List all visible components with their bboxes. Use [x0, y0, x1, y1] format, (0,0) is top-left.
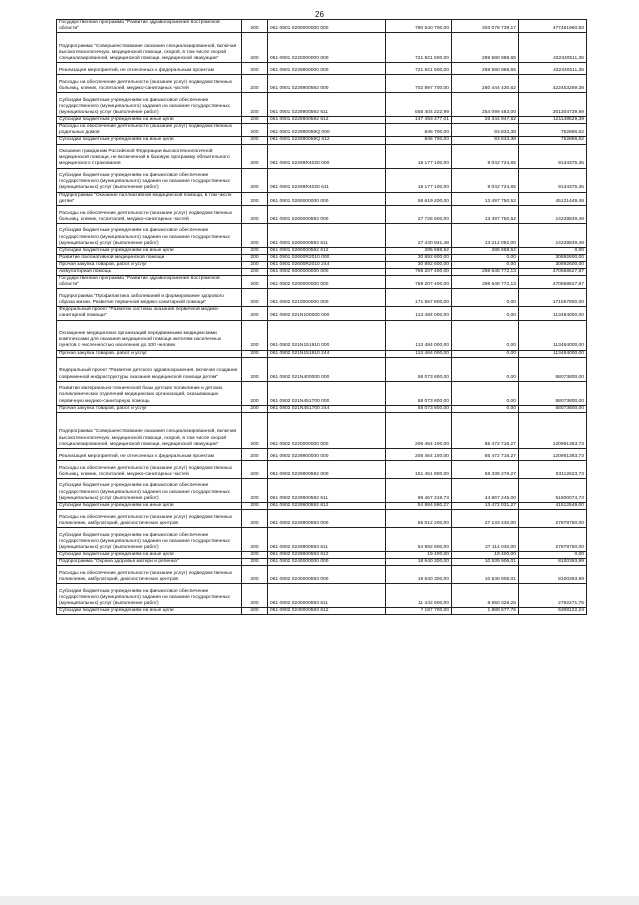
- row-code-cell: 200: [242, 144, 268, 168]
- row-name-cell: Государственная программа "Развитие здравоохранения Костромской области": [57, 20, 242, 33]
- row-classification-cell: 061 0901 02600R2010 244: [268, 261, 386, 268]
- row-name-cell: Подпрограмма "Профилактика заболеваний и формирование здорового образа жизни. Развитие первичной медико-санитарной помощи": [57, 289, 242, 307]
- row-unexecuted-cell: 121148529,39: [519, 117, 587, 124]
- row-code-cell: 200: [242, 261, 268, 268]
- row-approved-cell: 285 668,52: [386, 247, 452, 254]
- row-approved-cell: 27 440 931,48: [386, 223, 452, 247]
- row-name-cell: Расходы на обеспечение деятельности (оказание услуг) подведомственных больниц, клиник, госпиталей, медико-санитарных частей: [57, 75, 242, 93]
- table-row: [57, 565, 587, 583]
- row-name-cell: Федеральный проект "Развитие системы оказания первичной медико-санитарной помощи": [57, 307, 242, 320]
- row-code-cell: 200: [242, 565, 268, 583]
- page-number: 26: [315, 10, 324, 19]
- row-code-cell: 200: [242, 75, 268, 93]
- row-unexecuted-cell: 58073800,00: [519, 357, 587, 381]
- row-classification-cell: 061 0902 021N100000 000: [268, 307, 386, 320]
- row-unexecuted-cell: 470558627,87: [519, 269, 587, 276]
- row-name-cell: Подпрограмма "Совершенствование оказания специализированной, включая высокотехнологичную, медицинской помощи, скорой, в том числе скорой специализированной, медицинской помощи, медицинской эвакуации": [57, 412, 242, 448]
- row-name-cell: Подпрограмма "Совершенствование оказания специализированной, включая высокотехнологичную, медицинской помощи, скорой, в том числе скорой специализированной, медицинской помощи, медицинской эвакуации": [57, 33, 242, 63]
- row-name-cell: Прочая закупка товаров, работ и услуг: [57, 350, 242, 357]
- row-executed-cell: 27 133 440,00: [452, 509, 519, 527]
- row-unexecuted-cell: 51600074,73: [519, 478, 587, 502]
- row-name-cell: Реализация мероприятий, не отнесенных к федеральным проектам: [57, 63, 242, 75]
- row-name-cell: Развитие паллиативной медицинской помощи: [57, 254, 242, 261]
- table-row: [57, 502, 587, 509]
- row-executed-cell: 0,00: [452, 350, 519, 357]
- row-approved-cell: 721 921 500,00: [386, 33, 452, 63]
- row-name-cell: Прочая закупка товаров, работ и услуг: [57, 261, 242, 268]
- row-executed-cell: 289 580 988,65: [452, 63, 519, 75]
- row-classification-cell: 061 0902 021N451700 000: [268, 381, 386, 405]
- row-approved-cell: 19 400,00: [386, 551, 452, 558]
- row-executed-cell: 85 472 716,27: [452, 412, 519, 448]
- row-name-cell: Субсидии бюджетным учреждениям на иные цели: [57, 247, 242, 254]
- row-classification-cell: 061 0902 0240000593 611: [268, 583, 386, 607]
- row-approved-cell: 54 992 800,00: [386, 527, 452, 551]
- row-unexecuted-cell: 113484000,00: [519, 350, 587, 357]
- row-unexecuted-cell: 113484000,00: [519, 307, 587, 320]
- row-approved-cell: 206 464 100,00: [386, 448, 452, 460]
- row-name-cell: Субсидии бюджетным учреждениям на иные цели: [57, 502, 242, 509]
- row-classification-cell: 061 0902 0220000000 000: [268, 412, 386, 448]
- row-code-cell: 200: [242, 63, 268, 75]
- row-approved-cell: 151 451 900,00: [386, 460, 452, 478]
- row-executed-cell: 8 650 328,25: [452, 583, 519, 607]
- row-approved-cell: 113 484 000,00: [386, 350, 452, 357]
- row-unexecuted-cell: 432340511,35: [519, 63, 587, 75]
- row-unexecuted-cell: 93112623,73: [519, 460, 587, 478]
- row-executed-cell: 254 099 483,00: [452, 93, 519, 117]
- row-code-cell: 200: [242, 205, 268, 223]
- row-code-cell: 200: [242, 276, 268, 289]
- row-classification-cell: 061 0901 0220000000 000: [268, 33, 386, 63]
- row-name-cell: Субсидии бюджетным учреждениям на иные цели: [57, 607, 242, 614]
- row-executed-cell: 13 472 031,27: [452, 502, 519, 509]
- table-row: [57, 412, 587, 448]
- row-name-cell: Субсидии бюджетным учреждениям на финансовое обеспечение государственного (муниципального) задания на оказание государственных (муниципальных) услуг (выполнение работ): [57, 223, 242, 247]
- row-unexecuted-cell: 120991383,73: [519, 448, 587, 460]
- table-row: [57, 137, 587, 144]
- row-executed-cell: 93 833,38: [452, 137, 519, 144]
- row-name-cell: Развитие материально-технической базы детских поликлиник и детских поликлинических отделений медицинских организаций, оказывающих первичную медико-санитарную помощь: [57, 381, 242, 405]
- row-classification-cell: 061 0902 021N151910 244: [268, 350, 386, 357]
- table-row: [57, 583, 587, 607]
- row-classification-cell: 061 0902 0229900593 611: [268, 527, 386, 551]
- row-classification-cell: 061 0902 0240000000 000: [268, 558, 386, 565]
- row-executed-cell: 0,00: [452, 289, 519, 307]
- row-unexecuted-cell: 752866,62: [519, 124, 587, 137]
- row-unexecuted-cell: 8100393,99: [519, 565, 587, 583]
- row-classification-cell: 061 0902 0240000593 000: [268, 565, 386, 583]
- row-code-cell: 200: [242, 381, 268, 405]
- row-executed-cell: 0,00: [452, 405, 519, 412]
- table-row: [57, 405, 587, 412]
- row-name-cell: Подпрограмма "Охрана здоровья матери и ребенка": [57, 558, 242, 565]
- row-name-cell: Федеральный проект "Развитие детского здравоохранения, включая создание современной инфраструктуры оказания медицинской помощи детям": [57, 357, 242, 381]
- row-unexecuted-cell: 27878760,00: [519, 509, 587, 527]
- row-code-cell: 200: [242, 551, 268, 558]
- row-code-cell: 200: [242, 33, 268, 63]
- row-code-cell: 200: [242, 558, 268, 565]
- row-classification-cell: 061 0902 021N451700 244: [268, 405, 386, 412]
- row-executed-cell: 58 339 276,27: [452, 460, 519, 478]
- row-code-cell: 200: [242, 412, 268, 448]
- row-unexecuted-cell: 752866,62: [519, 137, 587, 144]
- row-name-cell: Субсидии бюджетным учреждениям на иные цели: [57, 137, 242, 144]
- row-classification-cell: 061 0901 022990059Q 612: [268, 137, 386, 144]
- row-executed-cell: 0,00: [452, 320, 519, 350]
- table-row: [57, 527, 587, 551]
- row-classification-cell: 061 0901 0229900592 000: [268, 75, 386, 93]
- table-row: [57, 192, 587, 205]
- row-approved-cell: 206 464 100,00: [386, 412, 452, 448]
- row-classification-cell: 061 0901 022990059Q 000: [268, 124, 386, 137]
- row-approved-cell: 58 073 800,00: [386, 381, 452, 405]
- row-code-cell: 200: [242, 607, 268, 614]
- row-executed-cell: 0,00: [452, 381, 519, 405]
- row-approved-cell: 721 921 500,00: [386, 63, 452, 75]
- row-approved-cell: 18 177 100,00: [386, 144, 452, 168]
- row-unexecuted-cell: 2792271,75: [519, 583, 587, 607]
- row-name-cell: Расходы на обеспечение деятельности (оказание услуг) подведомственных родильных домов: [57, 124, 242, 137]
- row-code-cell: 200: [242, 223, 268, 247]
- row-approved-cell: 171 557 800,00: [386, 289, 452, 307]
- row-code-cell: 200: [242, 509, 268, 527]
- row-approved-cell: 147 493 477,01: [386, 117, 452, 124]
- row-classification-cell: 061 0901 0260000000 000: [268, 192, 386, 205]
- row-unexecuted-cell: 113484000,00: [519, 320, 587, 350]
- row-classification-cell: 061 0901 02600R2010 000: [268, 254, 386, 261]
- row-unexecuted-cell: 45121449,48: [519, 192, 587, 205]
- table-row: [57, 478, 587, 502]
- row-classification-cell: 061 0902 0000000000 000: [268, 269, 386, 276]
- row-name-cell: Расходы на обеспечение деятельности (оказание услуг) подведомственных больниц, клиник, госпиталей, медико-санитарных частей: [57, 205, 242, 223]
- row-classification-cell: 061 0902 0200000000 000: [268, 276, 386, 289]
- table-row: [57, 20, 587, 33]
- row-approved-cell: 18 640 300,00: [386, 565, 452, 583]
- row-code-cell: 200: [242, 117, 268, 124]
- row-executed-cell: 298 648 772,13: [452, 269, 519, 276]
- row-approved-cell: 846 700,00: [386, 137, 452, 144]
- row-classification-cell: 061 0902 0229900000 000: [268, 448, 386, 460]
- row-name-cell: Расходы на обеспечение деятельности (оказание услуг) подведомственных больниц, клиник, госпиталей, медико-санитарных частей: [57, 460, 242, 478]
- row-classification-cell: 061 0902 0229900592 611: [268, 478, 386, 502]
- row-executed-cell: 0,00: [452, 261, 519, 268]
- table-row: [57, 247, 587, 254]
- row-classification-cell: 061 0902 0229900592 000: [268, 460, 386, 478]
- row-name-cell: Субсидии бюджетным учреждениям на финансовое обеспечение государственного (муниципального) задания на оказание государственных (муниципальных) услуг (выполнение работ): [57, 168, 242, 192]
- table-row: [57, 33, 587, 63]
- row-code-cell: 200: [242, 192, 268, 205]
- table-row: [57, 289, 587, 307]
- row-approved-cell: 7 197 700,00: [386, 607, 452, 614]
- row-name-cell: Оказание гражданам Российской Федерации высокотехнологичной медицинской помощи, не включенной в базовую программу обязательного медицинского страхования: [57, 144, 242, 168]
- row-executed-cell: 26 344 947,62: [452, 117, 519, 124]
- table-row: [57, 168, 587, 192]
- row-approved-cell: 113 484 000,00: [386, 307, 452, 320]
- row-name-cell: Прочая закупка товаров, работ и услуг: [57, 405, 242, 412]
- row-classification-cell: 061 0901 02299R4020 611: [268, 168, 386, 192]
- row-executed-cell: 9 042 724,65: [452, 144, 519, 168]
- table-row: [57, 223, 587, 247]
- row-approved-cell: 58 073 800,00: [386, 405, 452, 412]
- row-approved-cell: 58 619 200,00: [386, 192, 452, 205]
- row-classification-cell: 061 0901 0260000592 611: [268, 223, 386, 247]
- row-unexecuted-cell: 0,00: [519, 247, 587, 254]
- row-executed-cell: 27 114 040,00: [452, 527, 519, 551]
- row-classification-cell: 061 0902 021N400000 000: [268, 357, 386, 381]
- row-code-cell: 200: [242, 269, 268, 276]
- row-unexecuted-cell: 58073800,00: [519, 405, 587, 412]
- row-approved-cell: 846 700,00: [386, 124, 452, 137]
- row-unexecuted-cell: 470558627,87: [519, 276, 587, 289]
- row-code-cell: 200: [242, 254, 268, 261]
- row-unexecuted-cell: 9134375,35: [519, 168, 587, 192]
- row-code-cell: 200: [242, 502, 268, 509]
- row-unexecuted-cell: 8100393,99: [519, 558, 587, 565]
- row-unexecuted-cell: 9134375,35: [519, 144, 587, 168]
- table-row: [57, 254, 587, 261]
- row-code-cell: 200: [242, 583, 268, 607]
- table-row: [57, 144, 587, 168]
- row-name-cell: Амбулаторная помощь: [57, 269, 242, 276]
- row-classification-cell: 061 0901 0200000000 000: [268, 20, 386, 33]
- row-executed-cell: 10 539 906,01: [452, 565, 519, 583]
- row-classification-cell: 061 0902 0229900593 000: [268, 509, 386, 527]
- table-row: [57, 381, 587, 405]
- row-approved-cell: 96 467 319,73: [386, 478, 452, 502]
- table-row: [57, 551, 587, 558]
- row-classification-cell: 061 0902 0229900592 612: [268, 502, 386, 509]
- row-approved-cell: 30 892 600,00: [386, 261, 452, 268]
- row-name-cell: Субсидии бюджетным учреждениям на финансовое обеспечение государственного (муниципального) задания на оказание государственных (муниципальных) услуг (выполнение работ): [57, 527, 242, 551]
- row-executed-cell: 10 539 906,01: [452, 558, 519, 565]
- row-unexecuted-cell: 30892600,00: [519, 261, 587, 268]
- row-code-cell: 200: [242, 137, 268, 144]
- row-approved-cell: 18 640 300,00: [386, 558, 452, 565]
- row-code-cell: 200: [242, 289, 268, 307]
- row-executed-cell: 298 648 772,13: [452, 276, 519, 289]
- row-unexecuted-cell: 120991383,73: [519, 412, 587, 448]
- row-unexecuted-cell: 27878760,00: [519, 527, 587, 551]
- table-row: [57, 93, 587, 117]
- row-approved-cell: 555 404 222,99: [386, 93, 452, 117]
- row-approved-cell: 702 897 700,00: [386, 75, 452, 93]
- row-code-cell: 200: [242, 350, 268, 357]
- table-row: [57, 307, 587, 320]
- row-executed-cell: 0,00: [452, 357, 519, 381]
- row-approved-cell: 769 207 400,00: [386, 276, 452, 289]
- row-executed-cell: 0,00: [452, 307, 519, 320]
- table-row: [57, 509, 587, 527]
- row-unexecuted-cell: 58073800,00: [519, 381, 587, 405]
- table-row: [57, 117, 587, 124]
- row-executed-cell: 285 668,52: [452, 247, 519, 254]
- row-code-cell: 200: [242, 124, 268, 137]
- row-approved-cell: 58 073 800,00: [386, 357, 452, 381]
- row-approved-cell: 55 012 200,00: [386, 509, 452, 527]
- row-code-cell: 200: [242, 527, 268, 551]
- row-executed-cell: 19 400,00: [452, 551, 519, 558]
- budget-execution-table: [56, 19, 587, 615]
- row-executed-cell: 85 472 716,27: [452, 448, 519, 460]
- row-unexecuted-cell: 14228849,48: [519, 223, 587, 247]
- row-unexecuted-cell: 14228849,48: [519, 205, 587, 223]
- row-classification-cell: 061 0902 0210000000 000: [268, 289, 386, 307]
- row-classification-cell: 061 0901 0260000592 612: [268, 247, 386, 254]
- row-approved-cell: 30 892 600,00: [386, 254, 452, 261]
- row-classification-cell: 061 0901 0229900592 611: [268, 93, 386, 117]
- row-name-cell: Расходы на обеспечение деятельности (оказание услуг) подведомственных поликлиник, амбулаторий, диагностических центров: [57, 565, 242, 583]
- row-classification-cell: 061 0902 0229900593 612: [268, 551, 386, 558]
- row-classification-cell: 061 0901 0229900000 000: [268, 63, 386, 75]
- row-unexecuted-cell: 0,00: [519, 551, 587, 558]
- table-row: [57, 448, 587, 460]
- row-approved-cell: 11 442 600,00: [386, 583, 452, 607]
- row-code-cell: 200: [242, 20, 268, 33]
- row-unexecuted-cell: 5308122,24: [519, 607, 587, 614]
- row-code-cell: 200: [242, 357, 268, 381]
- row-name-cell: Реализация мероприятий, не отнесенных к федеральным проектам: [57, 448, 242, 460]
- row-classification-cell: 061 0901 0260000592 000: [268, 205, 386, 223]
- row-name-cell: Субсидии бюджетным учреждениям на иные цели: [57, 551, 242, 558]
- table-row: [57, 607, 587, 614]
- row-executed-cell: 13 497 750,52: [452, 192, 519, 205]
- row-name-cell: Подпрограмма "Оказание паллиативной медицинской помощи, в том числе детям": [57, 192, 242, 205]
- row-code-cell: 200: [242, 307, 268, 320]
- row-unexecuted-cell: 30892600,00: [519, 254, 587, 261]
- row-name-cell: Оснащение медицинских организаций передвижными медицинскими комплексами для оказания медицинской помощи жителям населенных пунктов с численностью населения до 100 человек: [57, 320, 242, 350]
- row-unexecuted-cell: 477461960,83: [519, 20, 587, 33]
- table-row: [57, 269, 587, 276]
- row-code-cell: 200: [242, 405, 268, 412]
- table-row: [57, 558, 587, 565]
- row-name-cell: Субсидии бюджетным учреждениям на финансовое обеспечение государственного (муниципального) задания на оказание государственных (муниципальных) услуг (выполнение работ): [57, 478, 242, 502]
- table-row: [57, 350, 587, 357]
- row-code-cell: 200: [242, 93, 268, 117]
- row-unexecuted-cell: 432340511,35: [519, 33, 587, 63]
- table-row: [57, 460, 587, 478]
- row-executed-cell: 0,00: [452, 254, 519, 261]
- table-row: [57, 63, 587, 75]
- row-classification-cell: 061 0901 02299R4020 000: [268, 144, 386, 168]
- row-code-cell: 200: [242, 247, 268, 254]
- row-unexecuted-cell: 301304739,99: [519, 93, 587, 117]
- row-name-cell: Субсидии бюджетным учреждениям на иные цели: [57, 117, 242, 124]
- row-unexecuted-cell: 171557800,00: [519, 289, 587, 307]
- row-approved-cell: 113 484 000,00: [386, 320, 452, 350]
- table-row: [57, 124, 587, 137]
- row-executed-cell: 13 497 750,52: [452, 205, 519, 223]
- table-row: [57, 75, 587, 93]
- page-footer-band: [0, 896, 639, 905]
- row-executed-cell: 13 212 082,00: [452, 223, 519, 247]
- row-approved-cell: 769 207 400,00: [386, 269, 452, 276]
- row-code-cell: 200: [242, 320, 268, 350]
- row-code-cell: 200: [242, 448, 268, 460]
- row-executed-cell: 9 042 724,65: [452, 168, 519, 192]
- table-row: [57, 276, 587, 289]
- row-approved-cell: 27 726 600,00: [386, 205, 452, 223]
- row-approved-cell: 54 984 580,27: [386, 502, 452, 509]
- row-name-cell: Субсидии бюджетным учреждениям на финансовое обеспечение государственного (муниципального) задания на оказание государственных (муниципальных) услуг (выполнение работ): [57, 583, 242, 607]
- row-executed-cell: 289 580 988,65: [452, 33, 519, 63]
- row-code-cell: 200: [242, 168, 268, 192]
- row-classification-cell: 061 0902 0240000593 612: [268, 607, 386, 614]
- row-approved-cell: 780 540 700,00: [386, 20, 452, 33]
- row-executed-cell: 1 889 577,76: [452, 607, 519, 614]
- table-row: [57, 357, 587, 381]
- row-unexecuted-cell: 422453269,38: [519, 75, 587, 93]
- table-row: [57, 261, 587, 268]
- row-executed-cell: 44 867 245,00: [452, 478, 519, 502]
- row-name-cell: Субсидии бюджетным учреждениям на финансовое обеспечение государственного (муниципального) задания на оказание государственных (муниципальных) услуг (выполнение работ): [57, 93, 242, 117]
- row-code-cell: 200: [242, 478, 268, 502]
- row-classification-cell: 061 0902 021N151910 000: [268, 320, 386, 350]
- row-name-cell: Государственная программа "Развитие здравоохранения Костромской области": [57, 276, 242, 289]
- row-executed-cell: 280 444 430,62: [452, 75, 519, 93]
- row-code-cell: 200: [242, 460, 268, 478]
- row-unexecuted-cell: 41512549,00: [519, 502, 587, 509]
- table-row: [57, 205, 587, 223]
- row-executed-cell: 93 833,38: [452, 124, 519, 137]
- row-classification-cell: 061 0901 0229900592 612: [268, 117, 386, 124]
- row-name-cell: Расходы на обеспечение деятельности (оказание услуг) подведомственных поликлиник, амбулаторий, диагностических центров: [57, 509, 242, 527]
- table-row: [57, 320, 587, 350]
- row-approved-cell: 18 177 100,00: [386, 168, 452, 192]
- row-executed-cell: 303 078 739,17: [452, 20, 519, 33]
